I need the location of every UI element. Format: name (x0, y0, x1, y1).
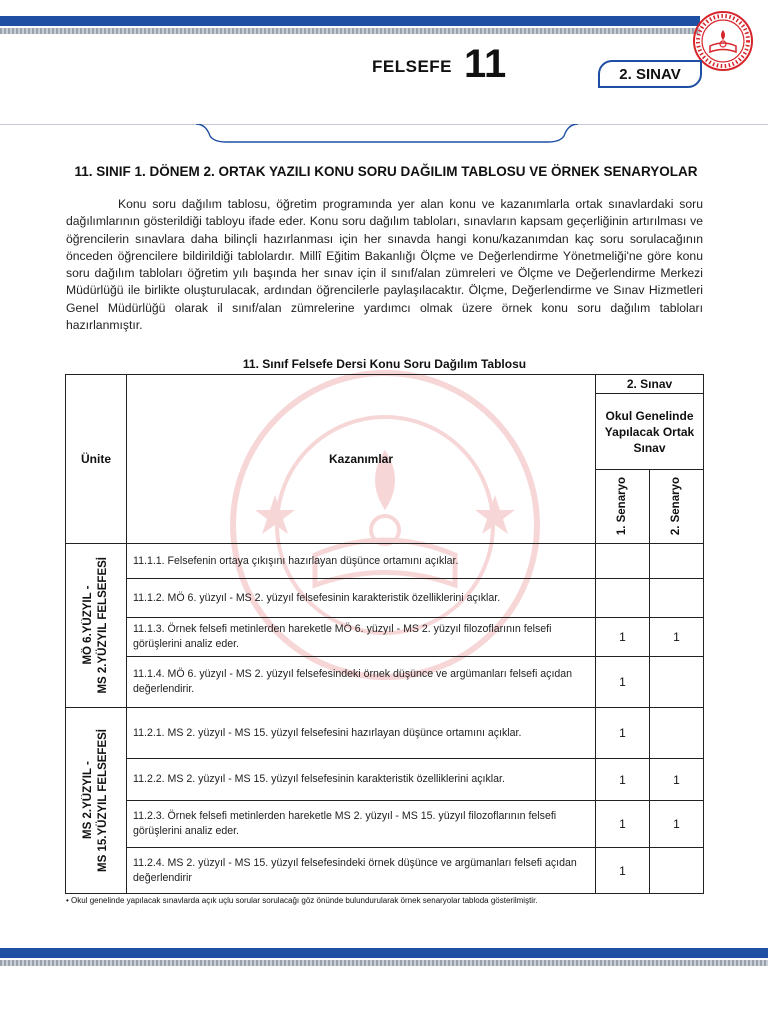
header-kazanimlar (126, 374, 596, 544)
table-row-s2: 1 (649, 800, 704, 848)
divider-tab-shape (196, 124, 578, 144)
table-row-s1: 1 (595, 758, 650, 801)
table-row-kazanim: 11.2.2. MS 2. yüzyıl - MS 15. yüzyıl felsefesinin karakteristik özelliklerini açıklar. (126, 758, 596, 801)
table-row-kazanim: 11.1.3. Örnek felsefi metinlerden hareketle MÖ 6. yüzyıl - MS 2. yüzyıl filozoflarının felsefi görüşlerini analiz eder. (126, 617, 596, 657)
table-title: 11. Sınıf Felsefe Dersi Konu Soru Dağılım Tablosu (242, 357, 527, 371)
table-row-kazanim: 11.1.4. MÖ 6. yüzyıl - MS 2. yüzyıl felsefesindeki örnek düşünce ve argümanları felsefi açıdan değerlendirir. (126, 656, 596, 708)
header-scenario-2 (649, 469, 704, 544)
top-striped-bar (0, 28, 700, 34)
header-unite (65, 374, 127, 544)
table-row-s2 (649, 707, 704, 759)
unit-1-line2: MS 2.YÜZYIL FELSEFESİ (97, 557, 109, 694)
header-scenario-1 (595, 469, 650, 544)
table-row-s1 (595, 543, 650, 579)
table-row-s1: 1 (595, 656, 650, 708)
grade-number: 11 (464, 42, 507, 86)
header-sinav-label: 2. Sınav (626, 377, 673, 391)
table-row-kazanim: 11.1.1. Felsefenin ortaya çıkışını hazırlayan düşünce ortamını açıklar. (126, 543, 596, 579)
table-row-s2 (649, 656, 704, 708)
top-blue-bar (0, 16, 700, 26)
unit-2-line2: MS 15.YÜZYIL FELSEFESİ (97, 729, 109, 872)
bottom-blue-bar (0, 948, 768, 958)
header-okul-label: Okul Genelinde Yapılacak Ortak Sınav (604, 408, 695, 455)
header-kazanimlar-label: Kazanımlar (328, 452, 394, 466)
unit-1-line1: MÖ 6.YÜZYIL - (82, 585, 94, 666)
header-okul (595, 393, 704, 470)
exam-tab-label: 2. SINAV (619, 65, 681, 83)
unit-2-cell (65, 707, 127, 894)
header-sinav (595, 374, 704, 394)
main-title: 11. SINIF 1. DÖNEM 2. ORTAK YAZILI KONU SORU DAĞILIM TABLOSU VE ÖRNEK SENARYOLAR (74, 164, 698, 179)
unit-2-line1: MS 2.YÜZYIL - (82, 761, 94, 840)
header-scenario-2-label: 2. Senaryo (670, 477, 682, 536)
table-row-s1 (595, 578, 650, 618)
table-row-kazanim: 11.2.1. MS 2. yüzyıl - MS 15. yüzyıl felsefesini hazırlayan düşünce ortamını açıklar. (126, 707, 596, 759)
table-row-s1: 1 (595, 617, 650, 657)
exam-tab (598, 60, 702, 88)
table-row-kazanim: 11.1.2. MÖ 6. yüzyıl - MS 2. yüzyıl felsefesinin karakteristik özelliklerini açıklar. (126, 578, 596, 618)
unit-1-cell (65, 543, 127, 708)
intro-paragraph: Konu soru dağılım tablosu, öğretim programında yer alan konu ve kazanımlarla ortak sınavlardaki soru dağılımlarının gösterildiği tabloyu ifade eder. Konu soru dağılım tabloları, sınavların kapsam geçerliğinin artırılması ve öğrencilerin sınavlara daha bilinçli hazırlanması için her sınavda hangi konu/kazanımdan kaç soru sorulacağının önceden öğrencilere bildirildiği tablolardır. Millî Eğitim Bakanlığı Ölçme ve Değerlendirme Yönetmeliği'ne göre konu soru dağılım tabloları öğretim yılı başında her sınav için il sınıf/alan zümreleri ve Ölçme ve Değerlendirme Merkezi Müdürlüğü ile birlikte oluşturulacak, ardından öğrencilerle paylaşılacaktır. Ölçme, Değerlendirme ve Sınav Hizmetleri Genel Müdürlüğü olarak il sınıf/alan zümrelerine yardımcı olmak üzere örnek konu soru dağılım tabloları hazırlanmıştır. (66, 197, 703, 333)
table-row-s1: 1 (595, 847, 650, 894)
footnote: • Okul genelinde yapılacak sınavlarda açık uçlu sorular sorulacağı göz önünde bulundurularak örnek senaryolar tabloda gösterilmiştir. (66, 896, 538, 905)
unit-1-label (81, 557, 111, 694)
unit-2-label (81, 729, 111, 872)
subject-title: FELSEFE (372, 57, 453, 76)
table-row-s1: 1 (595, 800, 650, 848)
header-unite-label: Ünite (81, 452, 111, 466)
table-row-s1: 1 (595, 707, 650, 759)
table-row-s2 (649, 578, 704, 618)
table-row-kazanim: 11.2.4. MS 2. yüzyıl - MS 15. yüzyıl felsefesindeki örnek düşünce ve argümanları felsefi açıdan değerlendirir (126, 847, 596, 894)
table-row-s2: 1 (649, 617, 704, 657)
table-row-s2: 1 (649, 758, 704, 801)
table-row-kazanim: 11.2.3. Örnek felsefi metinlerden hareketle MS 2. yüzyıl - MS 15. yüzyıl filozoflarının felsefi görüşlerini analiz eder. (126, 800, 596, 848)
bottom-striped-bar (0, 960, 768, 966)
header-scenario-1-label: 1. Senaryo (616, 477, 628, 536)
table-row-s2 (649, 543, 704, 579)
table-row-s2 (649, 847, 704, 894)
